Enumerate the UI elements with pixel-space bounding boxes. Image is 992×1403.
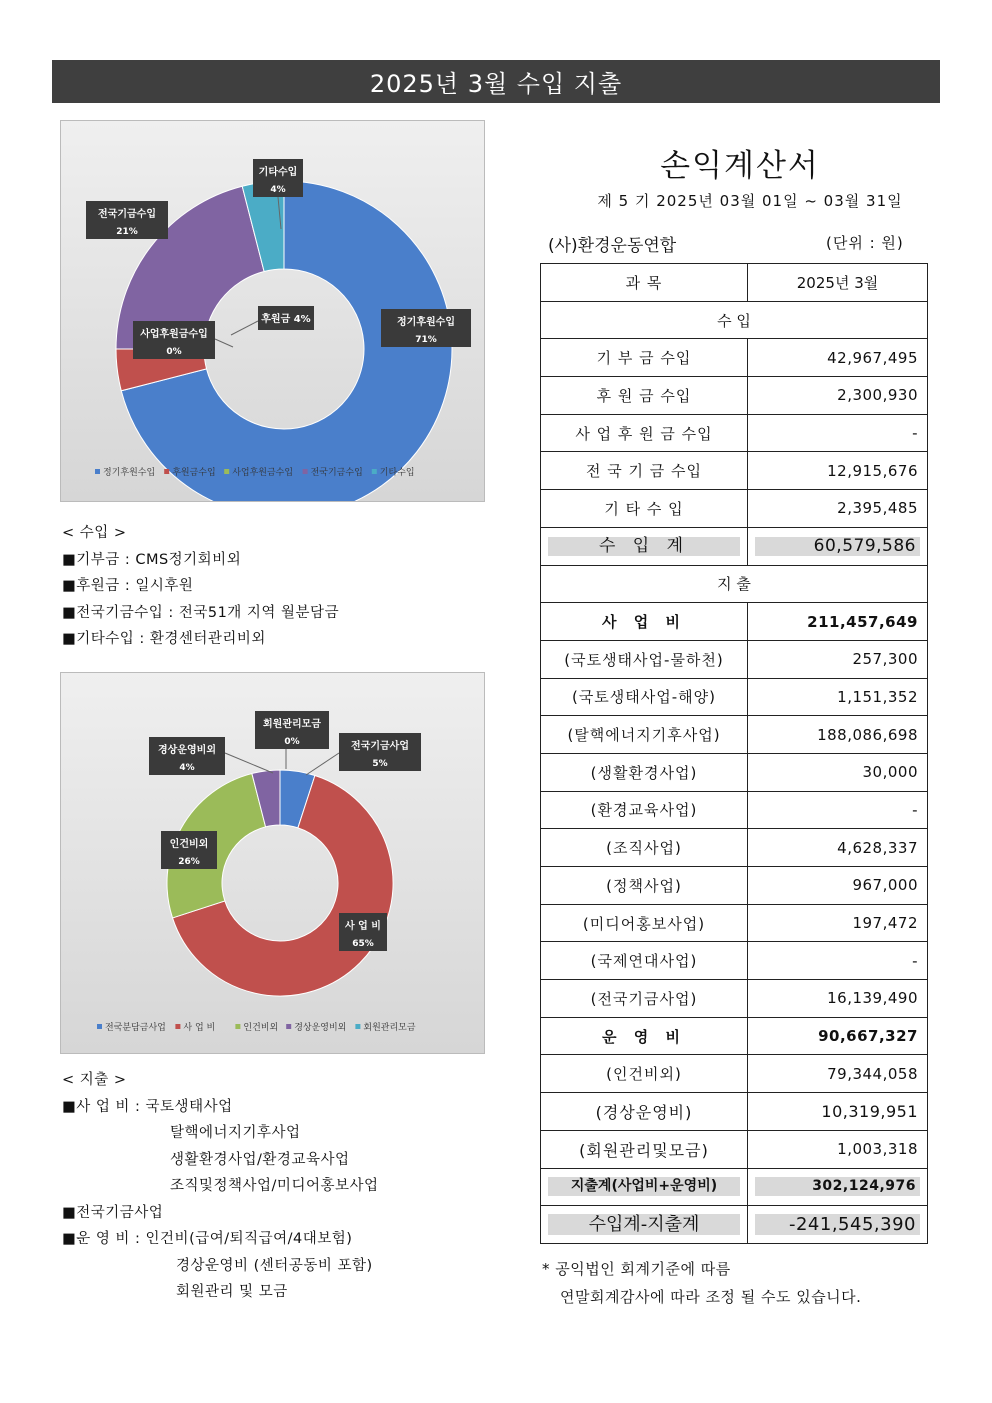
- table-header-row: [541, 264, 928, 302]
- svg-text:사업후원금수입: 사업후원금수입: [232, 468, 294, 478]
- table-row: [541, 1093, 928, 1131]
- callout-name: 사 업 비: [345, 921, 381, 932]
- row-value: 967,000: [748, 867, 928, 905]
- row-label: [541, 527, 748, 565]
- row-value: 2,300,930: [748, 377, 928, 415]
- callout-label: [381, 309, 471, 347]
- table-row: [541, 904, 928, 942]
- row-label: (회원관리및모금): [541, 1130, 748, 1168]
- row-value: 90,667,327: [748, 1017, 928, 1055]
- row-value: 1,151,352: [748, 678, 928, 716]
- table-row: [541, 640, 928, 678]
- svg-text:전국기금수입: 전국기금수입: [310, 468, 363, 478]
- svg-text:회원관리모금: 회원관리모금: [363, 1023, 416, 1033]
- table-row: [541, 829, 928, 867]
- organization-name: (사)환경운동연합: [548, 236, 677, 256]
- callout-label: [86, 201, 168, 239]
- expense-note: 조직및정책사업/미디어홍보사업: [170, 1178, 379, 1194]
- table-row: [541, 452, 928, 490]
- table-row: [541, 867, 928, 905]
- footnote-line: 연말회계감사에 따라 조정 될 수도 있습니다.: [560, 1288, 862, 1306]
- row-label: 기 타 수 입: [541, 490, 748, 528]
- row-value: 197,472: [748, 904, 928, 942]
- callout-name: 경상운영비외: [158, 745, 216, 756]
- row-label: (조직사업): [541, 829, 748, 867]
- callout-line: [225, 753, 273, 773]
- row-value: 42,967,495: [748, 339, 928, 377]
- callout-pct: 71%: [415, 335, 437, 345]
- svg-text:기타수입: 기타수입: [379, 468, 415, 478]
- section-row: [541, 565, 928, 603]
- expense-total-value: 302,124,976: [755, 1177, 920, 1196]
- callout-label: [339, 733, 421, 771]
- income-section-title: 수 입: [541, 301, 928, 339]
- callout-name: 전국기금수입: [98, 209, 156, 220]
- row-label: (생활환경사업): [541, 753, 748, 791]
- legend-item: [286, 1021, 346, 1033]
- income-total-value: 60,579,586: [755, 537, 920, 556]
- callout-label: [133, 321, 215, 359]
- net-row: [541, 1206, 928, 1244]
- expense-note: 회원관리 및 모금: [176, 1284, 288, 1300]
- legend-item: [95, 466, 155, 478]
- business-total-row: [541, 603, 928, 641]
- unit-label: (단위 : 원): [826, 234, 904, 252]
- expense-note: 탈핵에너지기후사업: [170, 1125, 301, 1141]
- callout-pct: 5%: [372, 759, 388, 769]
- expense-note: ■전국기금사업: [62, 1204, 164, 1221]
- legend-item: [224, 466, 293, 478]
- callout-label: [255, 711, 329, 749]
- expense-section-title: 지 출: [541, 565, 928, 603]
- callout-pct: 4%: [179, 763, 195, 773]
- row-label: 사 업 후 원 금 수입: [541, 414, 748, 452]
- row-value: 12,915,676: [748, 452, 928, 490]
- callout-label: [253, 159, 303, 197]
- row-label: 운 영 비: [541, 1017, 748, 1055]
- row-label: [541, 1168, 748, 1206]
- expense-note: 경상운영비 (센터공동비 포함): [176, 1257, 373, 1274]
- row-value: [748, 527, 928, 565]
- callout-pct: 0%: [284, 737, 300, 747]
- row-label: 후 원 금 수입: [541, 377, 748, 415]
- callout-name: 후원금 4%: [261, 314, 311, 325]
- expense-note: ■사 업 비 : 국토생태사업: [62, 1098, 233, 1115]
- legend-item: [175, 1021, 215, 1033]
- legend-item: [355, 1021, 415, 1033]
- expense-chart: [60, 672, 485, 1054]
- legend-item: [97, 1021, 166, 1033]
- row-value: -: [748, 414, 928, 452]
- callout-pct: 0%: [166, 347, 182, 357]
- table-row: [541, 980, 928, 1018]
- net-value: -241,545,390: [755, 1214, 920, 1235]
- row-value: [748, 1168, 928, 1206]
- row-value: 1,003,318: [748, 1130, 928, 1168]
- table-row: [541, 1130, 928, 1168]
- callout-label: [339, 913, 387, 951]
- row-value: 188,086,698: [748, 716, 928, 754]
- row-label: 기 부 금 수입: [541, 339, 748, 377]
- net-label: 수입계-지출계: [548, 1214, 740, 1235]
- legend-item: [303, 466, 363, 478]
- callout-label: [161, 831, 217, 869]
- callout-name: 기타수입: [258, 167, 298, 178]
- section-row: [541, 301, 928, 339]
- operation-total-row: [541, 1017, 928, 1055]
- callout-name: 정기후원수입: [397, 317, 455, 328]
- table-row: [541, 490, 928, 528]
- income-statement-table: [540, 263, 928, 1244]
- callout-pct: 26%: [178, 857, 200, 867]
- legend-item: [235, 1021, 278, 1033]
- row-label: (국토생태사업-물하천): [541, 640, 748, 678]
- row-value: 16,139,490: [748, 980, 928, 1018]
- income-note: ■전국기금수입 : 전국51개 지역 월분담금: [62, 604, 340, 621]
- callout-line: [215, 339, 233, 347]
- row-value: -: [748, 791, 928, 829]
- expense-note: ■운 영 비 : 인건비(급여/퇴직급여/4대보험): [62, 1231, 353, 1247]
- header-subject: 과 목: [541, 264, 748, 302]
- table-row: [541, 339, 928, 377]
- expense-total-row: [541, 1168, 928, 1206]
- row-label: 전 국 기 금 수입: [541, 452, 748, 490]
- header-period: 2025년 3월: [748, 264, 928, 302]
- footnote: [542, 1255, 861, 1311]
- statement-title: 손익계산서: [660, 148, 820, 184]
- svg-text:정기후원수입: 정기후원수입: [103, 468, 156, 478]
- income-note: ■기부금 : CMS정기회비외: [62, 551, 242, 568]
- callout-name: 전국기금사업: [351, 741, 409, 752]
- row-label: (인건비외): [541, 1055, 748, 1093]
- svg-text:인건비외: 인건비외: [243, 1023, 279, 1033]
- table-row: [541, 414, 928, 452]
- row-label: (국토생태사업-해양): [541, 678, 748, 716]
- callout-line: [306, 753, 339, 775]
- row-value: 2,395,485: [748, 490, 928, 528]
- footnote-line: * 공익법인 회계기준에 따름: [542, 1260, 731, 1278]
- table-row: [541, 678, 928, 716]
- row-label: (탈핵에너지기후사업): [541, 716, 748, 754]
- income-chart: [60, 120, 485, 502]
- svg-text:전국분담금사업: 전국분담금사업: [105, 1023, 166, 1033]
- callout-name: 사업후원금수입: [140, 329, 208, 340]
- expense-notes: [62, 1067, 378, 1306]
- income-notes: [62, 520, 339, 653]
- row-value: 79,344,058: [748, 1055, 928, 1093]
- page-banner: 2025년 3월 수입 지출: [52, 60, 940, 103]
- expense-notes-heading: < 지출 >: [62, 1072, 127, 1088]
- row-value: 30,000: [748, 753, 928, 791]
- table-row: [541, 753, 928, 791]
- svg-text:사 업 비: 사 업 비: [183, 1023, 216, 1033]
- row-value: 211,457,649: [748, 603, 928, 641]
- table-row: [541, 942, 928, 980]
- row-label: (환경교육사업): [541, 791, 748, 829]
- callout-name: 인건비외: [169, 839, 209, 850]
- table-row: [541, 1055, 928, 1093]
- svg-text:후원금수입: 후원금수입: [172, 468, 216, 478]
- row-label: 사 업 비: [541, 603, 748, 641]
- income-total-row: [541, 527, 928, 565]
- statement-period: 제 5 기 2025년 03월 01일 ~ 03월 31일: [597, 192, 903, 210]
- row-value: 4,628,337: [748, 829, 928, 867]
- table-row: [541, 377, 928, 415]
- row-label: (미디어홍보사업): [541, 904, 748, 942]
- callout-name: 회원관리모금: [263, 719, 321, 730]
- row-label: (정책사업): [541, 867, 748, 905]
- income-notes-heading: < 수입 >: [62, 525, 127, 541]
- row-label: (경상운영비): [541, 1093, 748, 1131]
- callout-pct: 21%: [116, 227, 138, 237]
- row-value: 257,300: [748, 640, 928, 678]
- row-value: [748, 1206, 928, 1244]
- income-total-label: 수 입 계: [548, 537, 740, 556]
- callout-line: [231, 321, 258, 335]
- callout-label: [258, 306, 314, 330]
- table-row: [541, 716, 928, 754]
- legend-item: [164, 466, 215, 478]
- income-note: ■후원금 : 일시후원: [62, 578, 194, 594]
- table-row: [541, 791, 928, 829]
- expense-total-label: 지출계(사업비+운영비): [548, 1177, 740, 1196]
- row-value: -: [748, 942, 928, 980]
- callout-label: [149, 737, 225, 775]
- row-label: [541, 1206, 748, 1244]
- svg-text:경상운영비외: 경상운영비외: [294, 1023, 347, 1033]
- income-note: ■기타수입 : 환경센터관리비외: [62, 631, 266, 647]
- row-label: (국제연대사업): [541, 942, 748, 980]
- expense-note: 생활환경사업/환경교육사업: [170, 1151, 350, 1168]
- row-label: (전국기금사업): [541, 980, 748, 1018]
- callout-pct: 4%: [270, 185, 286, 195]
- row-value: 10,319,951: [748, 1093, 928, 1131]
- callout-pct: 65%: [352, 939, 374, 949]
